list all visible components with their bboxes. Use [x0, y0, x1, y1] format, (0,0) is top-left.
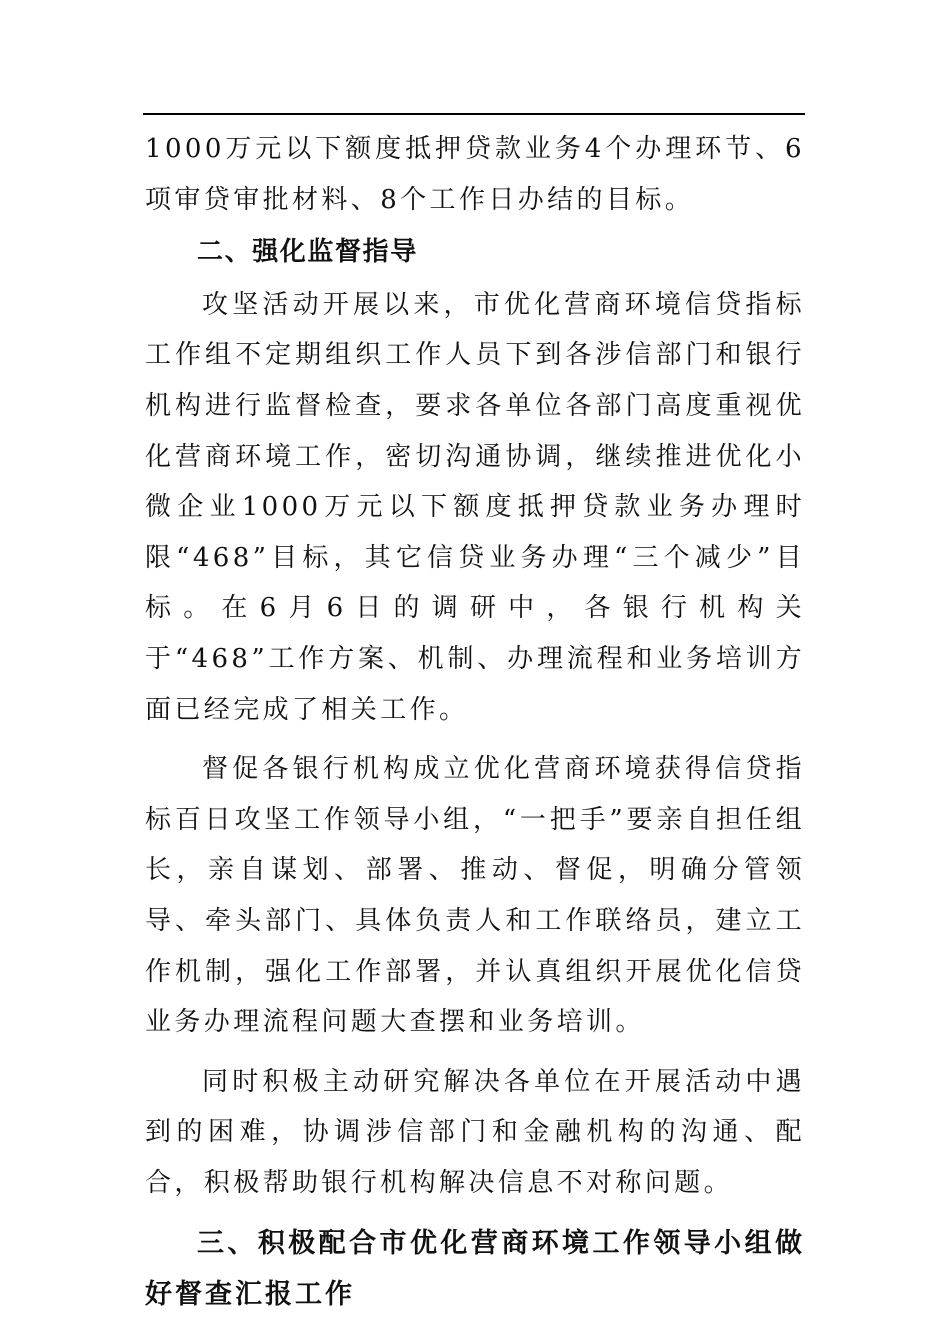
document-body — [145, 124, 805, 1320]
section-heading-3: 三、积极配合市优化营商环境工作领导小组做好督查汇报工作 — [145, 1228, 805, 1311]
header-rule — [143, 113, 805, 115]
paragraph-coordination: 同时积极主动研究解决各单位在开展活动中遇到的困难，协调涉信部门和金融机构的沟通、配合，积极帮助银行机构解决信息不对称问题。 — [145, 1066, 805, 1198]
section-heading-2: 二、强化监督指导 — [197, 237, 418, 268]
paragraph-supervision: 攻坚活动开展以来，市优化营商环境信贷指标工作组不定期组织工作人员下到各涉信部门和银行机构进行监督检查，要求各单位各部门高度重视优化营商环境工作，密切沟通协调，继续推进优化小微企业1000万元以下额度抵押贷款业务办理时限“468”目标，其它信贷业务办理“三个减少”目标。在6月6日的调研中，各银行机构关于“468”工作方案、机制、办理流程和业务培训方面已经完成了相关工作。 — [145, 289, 805, 725]
paragraph-leadership-group: 督促各银行机构成立优化营商环境获得信贷指标百日攻坚工作领导小组，“一把手”要亲自担任组长，亲自谋划、部署、推动、督促，明确分管领导、牵头部门、具体负责人和工作联络员，建立工作机制，强化工作部署，并认真组织开展优化信贷业务办理流程问题大查摆和业务培训。 — [145, 754, 805, 1038]
paragraph-continuation: 1000万元以下额度抵押贷款业务4个办理环节、6项审贷审批材料、8个工作日办结的目标。 — [145, 134, 805, 215]
